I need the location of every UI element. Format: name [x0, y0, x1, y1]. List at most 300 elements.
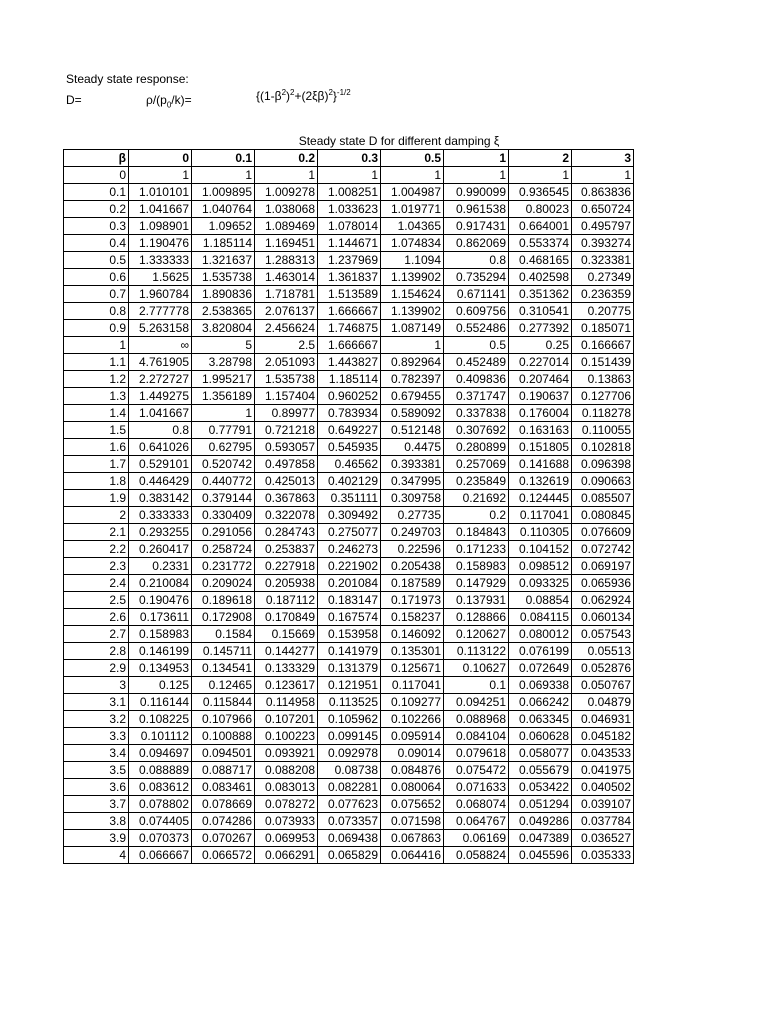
value-cell: 0.383142 — [129, 490, 192, 507]
value-cell: 0.227918 — [255, 558, 318, 575]
value-cell: 0.173611 — [129, 609, 192, 626]
value-cell: 0.468165 — [509, 252, 572, 269]
value-cell: 0.134953 — [129, 660, 192, 677]
beta-cell: 3.2 — [64, 711, 129, 728]
value-cell: 0.13863 — [572, 371, 634, 388]
value-cell: 0.246273 — [318, 541, 381, 558]
value-cell: 0.227014 — [509, 354, 572, 371]
value-cell: 0.144277 — [255, 643, 318, 660]
value-cell: 0.094251 — [444, 694, 509, 711]
table-row — [64, 575, 634, 592]
value-cell: 0.117041 — [509, 507, 572, 524]
value-cell: 0.060628 — [509, 728, 572, 745]
value-cell: 0.167574 — [318, 609, 381, 626]
value-cell: 1.04365 — [381, 218, 444, 235]
value-cell: 0.862069 — [444, 235, 509, 252]
beta-cell: 2.6 — [64, 609, 129, 626]
value-cell: 0.102266 — [381, 711, 444, 728]
value-cell: 0.205438 — [381, 558, 444, 575]
table-row — [64, 609, 634, 626]
value-cell: 0.309758 — [381, 490, 444, 507]
value-cell: 0.236359 — [572, 286, 634, 303]
table-row — [64, 201, 634, 218]
value-cell: 0.153958 — [318, 626, 381, 643]
value-cell: 0.069197 — [572, 558, 634, 575]
value-cell: 1 — [255, 167, 318, 184]
value-cell: 0.171973 — [381, 592, 444, 609]
value-cell: 0.045182 — [572, 728, 634, 745]
damping-table — [63, 149, 634, 864]
value-cell: 1.288313 — [255, 252, 318, 269]
value-cell: 0.27735 — [381, 507, 444, 524]
table-row — [64, 490, 634, 507]
value-cell: 0.2331 — [129, 558, 192, 575]
value-cell: 0.094697 — [129, 745, 192, 762]
value-cell: 0.231772 — [192, 558, 255, 575]
value-cell: 0.088717 — [192, 762, 255, 779]
heading: Steady state response: — [66, 72, 189, 86]
value-cell: 1.190476 — [129, 235, 192, 252]
table-row — [64, 524, 634, 541]
value-cell: 0.176004 — [509, 405, 572, 422]
value-cell: 0.108225 — [129, 711, 192, 728]
beta-cell: 2.9 — [64, 660, 129, 677]
value-cell: 0.100888 — [192, 728, 255, 745]
value-cell: 0.093325 — [509, 575, 572, 592]
column-header: 0 — [129, 150, 192, 167]
column-header: 3 — [572, 150, 634, 167]
value-cell: 0.104152 — [509, 541, 572, 558]
beta-cell: 2.5 — [64, 592, 129, 609]
value-cell: 0.258724 — [192, 541, 255, 558]
value-cell: 0.147929 — [444, 575, 509, 592]
beta-cell: 0.6 — [64, 269, 129, 286]
beta-cell: 3.9 — [64, 830, 129, 847]
value-cell: 0.189618 — [192, 592, 255, 609]
value-cell: 0.679455 — [381, 388, 444, 405]
table-row — [64, 286, 634, 303]
value-cell: 0.863836 — [572, 184, 634, 201]
beta-cell: 1.5 — [64, 422, 129, 439]
value-cell: 0.46562 — [318, 456, 381, 473]
value-cell: 1.019771 — [381, 201, 444, 218]
value-cell: 0.073933 — [255, 813, 318, 830]
value-cell: 1.010101 — [129, 184, 192, 201]
value-cell: 1.443827 — [318, 354, 381, 371]
value-cell: 1.009278 — [255, 184, 318, 201]
value-cell: 0.099145 — [318, 728, 381, 745]
value-cell: 1.041667 — [129, 201, 192, 218]
value-cell: 0.055679 — [509, 762, 572, 779]
column-header: β — [64, 150, 129, 167]
value-cell: 0.205938 — [255, 575, 318, 592]
value-cell: 0.402129 — [318, 473, 381, 490]
value-cell: 0.083461 — [192, 779, 255, 796]
value-cell: 0.671141 — [444, 286, 509, 303]
value-cell: 0.077623 — [318, 796, 381, 813]
value-cell: 1.169451 — [255, 235, 318, 252]
value-cell: 1.09652 — [192, 218, 255, 235]
value-cell: 1.535738 — [255, 371, 318, 388]
value-cell: 0.307692 — [444, 422, 509, 439]
value-cell: 0.110305 — [509, 524, 572, 541]
value-cell: 1 — [192, 167, 255, 184]
table-row — [64, 847, 634, 864]
value-cell: 0.118278 — [572, 405, 634, 422]
value-cell: 0.069953 — [255, 830, 318, 847]
value-cell: 0.058077 — [509, 745, 572, 762]
column-header: 2 — [509, 150, 572, 167]
value-cell: 2.456624 — [255, 320, 318, 337]
value-cell: 0.520742 — [192, 456, 255, 473]
value-cell: 1.185114 — [318, 371, 381, 388]
value-cell: 0.115844 — [192, 694, 255, 711]
value-cell: 0.253837 — [255, 541, 318, 558]
table-row — [64, 337, 634, 354]
value-cell: 0.351111 — [318, 490, 381, 507]
beta-cell: 3.6 — [64, 779, 129, 796]
value-cell: 0.440772 — [192, 473, 255, 490]
value-cell: 0.347995 — [381, 473, 444, 490]
value-cell: 2.051093 — [255, 354, 318, 371]
value-cell: 0.210084 — [129, 575, 192, 592]
rho-expression: $\rho/(p_0/k)=$ — [146, 93, 192, 110]
value-cell: 1 — [318, 167, 381, 184]
value-cell: 0.21692 — [444, 490, 509, 507]
beta-cell: 0.2 — [64, 201, 129, 218]
value-cell: 0.12465 — [192, 677, 255, 694]
value-cell: 0.125 — [129, 677, 192, 694]
value-cell: 1.038068 — [255, 201, 318, 218]
value-cell: 0.917431 — [444, 218, 509, 235]
value-cell: 0.322078 — [255, 507, 318, 524]
column-header: 0.2 — [255, 150, 318, 167]
beta-cell: 0.4 — [64, 235, 129, 252]
value-cell: 0.393381 — [381, 456, 444, 473]
value-cell: 0.783934 — [318, 405, 381, 422]
value-cell: 0.092978 — [318, 745, 381, 762]
value-cell: 1.139902 — [381, 303, 444, 320]
value-cell: 0.260417 — [129, 541, 192, 558]
beta-cell: 2.7 — [64, 626, 129, 643]
value-cell: 0.158983 — [444, 558, 509, 575]
beta-cell: 1.7 — [64, 456, 129, 473]
value-cell: 0.060134 — [572, 609, 634, 626]
value-cell: 0.084115 — [509, 609, 572, 626]
value-cell: 0.235849 — [444, 473, 509, 490]
value-cell: 0.529101 — [129, 456, 192, 473]
value-cell: 1.361837 — [318, 269, 381, 286]
value-cell: 0.333333 — [129, 507, 192, 524]
value-cell: 0.109277 — [381, 694, 444, 711]
value-cell: 1 — [381, 337, 444, 354]
value-cell: 0.041975 — [572, 762, 634, 779]
value-cell: 0.512148 — [381, 422, 444, 439]
value-cell: 0.088889 — [129, 762, 192, 779]
beta-cell: 2.3 — [64, 558, 129, 575]
beta-cell: 3.1 — [64, 694, 129, 711]
value-cell: 0.409836 — [444, 371, 509, 388]
beta-cell: 0.9 — [64, 320, 129, 337]
value-cell: 0.090663 — [572, 473, 634, 490]
table-row — [64, 320, 634, 337]
value-cell: 1.074834 — [381, 235, 444, 252]
value-cell: 1.139902 — [381, 269, 444, 286]
value-cell: 0.15669 — [255, 626, 318, 643]
value-cell: 0.275077 — [318, 524, 381, 541]
value-cell: 0.351362 — [509, 286, 572, 303]
value-cell: 0.367863 — [255, 490, 318, 507]
value-cell: 0.62795 — [192, 439, 255, 456]
value-cell: 0.249703 — [381, 524, 444, 541]
value-cell: 0.09014 — [381, 745, 444, 762]
beta-cell: 2 — [64, 507, 129, 524]
value-cell: 0.146199 — [129, 643, 192, 660]
value-cell: 0.071598 — [381, 813, 444, 830]
value-cell: 1.098901 — [129, 218, 192, 235]
value-cell: 0.037784 — [572, 813, 634, 830]
value-cell: 0.113525 — [318, 694, 381, 711]
table-row — [64, 167, 634, 184]
value-cell: 0.187589 — [381, 575, 444, 592]
beta-cell: 3.8 — [64, 813, 129, 830]
value-cell: 0.184843 — [444, 524, 509, 541]
value-cell: 0.107966 — [192, 711, 255, 728]
value-cell: 1.666667 — [318, 303, 381, 320]
value-cell: 0.402598 — [509, 269, 572, 286]
table-row — [64, 507, 634, 524]
value-cell: 0.047389 — [509, 830, 572, 847]
beta-cell: 3 — [64, 677, 129, 694]
value-cell: 0.075472 — [444, 762, 509, 779]
value-cell: 0.27349 — [572, 269, 634, 286]
table-row — [64, 728, 634, 745]
value-cell: 0.05513 — [572, 643, 634, 660]
beta-cell: 2.4 — [64, 575, 129, 592]
value-cell: 0.135301 — [381, 643, 444, 660]
value-cell: 0.284743 — [255, 524, 318, 541]
value-cell: 0.107201 — [255, 711, 318, 728]
value-cell: 0.735294 — [444, 269, 509, 286]
value-cell: 0.125671 — [381, 660, 444, 677]
beta-cell: 2.8 — [64, 643, 129, 660]
value-cell: 0.052876 — [572, 660, 634, 677]
value-cell: 0.046931 — [572, 711, 634, 728]
value-cell: 0.190476 — [129, 592, 192, 609]
beta-cell: 1.4 — [64, 405, 129, 422]
value-cell: 0.076609 — [572, 524, 634, 541]
value-cell: 0.170849 — [255, 609, 318, 626]
value-cell: 0.183147 — [318, 592, 381, 609]
value-cell: 1.890836 — [192, 286, 255, 303]
value-cell: 0.166667 — [572, 337, 634, 354]
value-cell: 0.070267 — [192, 830, 255, 847]
table-row — [64, 592, 634, 609]
column-header: 0.5 — [381, 150, 444, 167]
value-cell: 1 — [381, 167, 444, 184]
value-cell: 1.078014 — [318, 218, 381, 235]
value-cell: 0.141979 — [318, 643, 381, 660]
value-cell: 0.057543 — [572, 626, 634, 643]
beta-cell: 0.8 — [64, 303, 129, 320]
beta-cell: 0.3 — [64, 218, 129, 235]
value-cell: 0.100223 — [255, 728, 318, 745]
value-cell: 0.10627 — [444, 660, 509, 677]
value-cell: 0.371747 — [444, 388, 509, 405]
value-cell: 2.777778 — [129, 303, 192, 320]
value-cell: 5.263158 — [129, 320, 192, 337]
value-cell: 1.089469 — [255, 218, 318, 235]
column-header: 0.3 — [318, 150, 381, 167]
table-row — [64, 660, 634, 677]
value-cell: 0.101112 — [129, 728, 192, 745]
value-cell: 0.158983 — [129, 626, 192, 643]
value-cell: 1.157404 — [255, 388, 318, 405]
value-cell: 0.1584 — [192, 626, 255, 643]
value-cell: 1.449275 — [129, 388, 192, 405]
value-cell: 0.114958 — [255, 694, 318, 711]
value-cell: 0.782397 — [381, 371, 444, 388]
value-cell: 0.095914 — [381, 728, 444, 745]
value-cell: 0.074286 — [192, 813, 255, 830]
value-cell: 1 — [444, 167, 509, 184]
value-cell: 4.761905 — [129, 354, 192, 371]
value-cell: 1.033623 — [318, 201, 381, 218]
value-cell: 0.039107 — [572, 796, 634, 813]
value-cell: 0.083612 — [129, 779, 192, 796]
beta-cell: 3.3 — [64, 728, 129, 745]
value-cell: 0.094501 — [192, 745, 255, 762]
value-cell: 1.535738 — [192, 269, 255, 286]
value-cell: 1.5625 — [129, 269, 192, 286]
value-cell: 0.080012 — [509, 626, 572, 643]
table-row — [64, 303, 634, 320]
value-cell: 0.088208 — [255, 762, 318, 779]
table-row — [64, 694, 634, 711]
value-cell: 0.080064 — [381, 779, 444, 796]
table-caption: Steady state D for different damping ξ — [298, 134, 500, 148]
value-cell: 0.495797 — [572, 218, 634, 235]
beta-cell: 0 — [64, 167, 129, 184]
table-row — [64, 456, 634, 473]
value-cell: 0.066667 — [129, 847, 192, 864]
value-cell: 0.050767 — [572, 677, 634, 694]
table-row — [64, 473, 634, 490]
value-cell: 1.040764 — [192, 201, 255, 218]
value-cell: 0.079618 — [444, 745, 509, 762]
d-label: D= — [66, 93, 82, 107]
value-cell: 0.649227 — [318, 422, 381, 439]
value-cell: 0.960252 — [318, 388, 381, 405]
beta-cell: 3.5 — [64, 762, 129, 779]
value-cell: 0.961538 — [444, 201, 509, 218]
value-cell: 1.087149 — [381, 320, 444, 337]
value-cell: 0.074405 — [129, 813, 192, 830]
table-row — [64, 235, 634, 252]
value-cell: 0.133329 — [255, 660, 318, 677]
value-cell: 1 — [192, 405, 255, 422]
table-row — [64, 252, 634, 269]
value-cell: 3.820804 — [192, 320, 255, 337]
beta-cell: 1 — [64, 337, 129, 354]
value-cell: 0.128866 — [444, 609, 509, 626]
value-cell: 0.072649 — [509, 660, 572, 677]
value-cell: 2.272727 — [129, 371, 192, 388]
value-cell: 1.463014 — [255, 269, 318, 286]
value-cell: 3.28798 — [192, 354, 255, 371]
value-cell: 0.105962 — [318, 711, 381, 728]
value-cell: 0.062924 — [572, 592, 634, 609]
value-cell: 0.936545 — [509, 184, 572, 201]
beta-cell: 2.2 — [64, 541, 129, 558]
value-cell: 0.22596 — [381, 541, 444, 558]
value-cell: 0.25 — [509, 337, 572, 354]
value-cell: 0.067863 — [381, 830, 444, 847]
value-cell: 0.589092 — [381, 405, 444, 422]
value-cell: 0.593057 — [255, 439, 318, 456]
value-cell: 0.187112 — [255, 592, 318, 609]
beta-cell: 3.4 — [64, 745, 129, 762]
value-cell: 0.277392 — [509, 320, 572, 337]
value-cell: 0.040502 — [572, 779, 634, 796]
value-cell: 0.145711 — [192, 643, 255, 660]
table-row — [64, 626, 634, 643]
value-cell: 0.323381 — [572, 252, 634, 269]
table-row — [64, 541, 634, 558]
table-row — [64, 184, 634, 201]
value-cell: 0.084104 — [444, 728, 509, 745]
value-cell: 0.545935 — [318, 439, 381, 456]
value-cell: 0.221902 — [318, 558, 381, 575]
beta-cell: 0.7 — [64, 286, 129, 303]
value-cell: 0.452489 — [444, 354, 509, 371]
value-cell: 2.538365 — [192, 303, 255, 320]
value-cell: 1.1094 — [381, 252, 444, 269]
value-cell: 0.131379 — [318, 660, 381, 677]
table-row — [64, 643, 634, 660]
value-cell: 0.078669 — [192, 796, 255, 813]
value-cell: 0.053422 — [509, 779, 572, 796]
value-cell: 0.08738 — [318, 762, 381, 779]
value-cell: 0.151439 — [572, 354, 634, 371]
value-cell: 0.049286 — [509, 813, 572, 830]
value-cell: 0.393274 — [572, 235, 634, 252]
value-cell: 0.098512 — [509, 558, 572, 575]
table-row — [64, 711, 634, 728]
value-cell: 0.190637 — [509, 388, 572, 405]
value-cell: 1 — [129, 167, 192, 184]
value-cell: 0.093921 — [255, 745, 318, 762]
value-cell: 0.171233 — [444, 541, 509, 558]
value-cell: 1.009895 — [192, 184, 255, 201]
value-cell: 0.280899 — [444, 439, 509, 456]
value-cell: 1.356189 — [192, 388, 255, 405]
value-cell: 0.172908 — [192, 609, 255, 626]
value-cell: 0.063345 — [509, 711, 572, 728]
value-cell: 0.072742 — [572, 541, 634, 558]
value-cell: 0.096398 — [572, 456, 634, 473]
value-cell: 0.123617 — [255, 677, 318, 694]
value-cell: 1.718781 — [255, 286, 318, 303]
value-cell: 1.185114 — [192, 235, 255, 252]
value-cell: 0.2 — [444, 507, 509, 524]
value-cell: 0.8 — [129, 422, 192, 439]
value-cell: 0.892964 — [381, 354, 444, 371]
value-cell: 0.141688 — [509, 456, 572, 473]
table-row — [64, 779, 634, 796]
value-cell: 0.084876 — [381, 762, 444, 779]
value-cell: 0.069438 — [318, 830, 381, 847]
